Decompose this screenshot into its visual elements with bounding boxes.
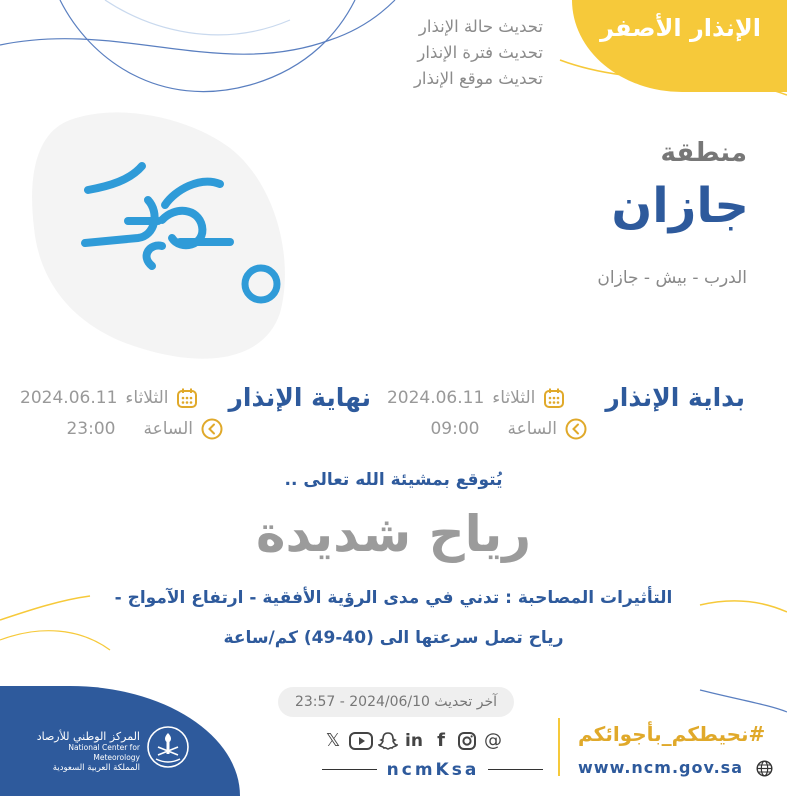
update-item: تحديث موقع الإنذار — [413, 69, 543, 88]
warning-start-time-label: الساعة — [507, 419, 557, 439]
hashtag: #نحيطكم_بأجوائكم — [578, 722, 766, 746]
ncm-org-text — [36, 730, 140, 774]
calendar-icon — [176, 387, 198, 409]
footer-separator — [558, 718, 560, 776]
clock-icon — [565, 418, 587, 440]
linkedin-icon[interactable]: in — [405, 730, 423, 751]
warning-end-time-row — [66, 418, 223, 440]
warning-start-time-row — [430, 418, 587, 440]
instagram-icon[interactable] — [457, 731, 477, 751]
country-name-ar: المملكة العربية السعودية — [52, 763, 140, 773]
warning-start-day: الثلاثاء — [492, 387, 536, 408]
warning-level-title: الإنذار الأصفر — [600, 14, 761, 42]
warning-end-time: 23:00 — [66, 419, 116, 439]
update-types-list — [414, 14, 543, 92]
warning-start-date: 2024.06.11 — [386, 387, 485, 408]
warning-start-title: بداية الإنذار — [605, 383, 745, 412]
warning-level-badge — [572, 0, 787, 92]
warning-end-day: الثلاثاء — [125, 387, 169, 408]
region-label: منطقة — [660, 138, 747, 168]
warning-end-time-label: الساعة — [143, 419, 193, 439]
calendar-icon — [543, 387, 565, 409]
youtube-icon[interactable] — [349, 732, 373, 750]
social-handle[interactable]: ncmKsa — [386, 760, 480, 780]
forecast-effects-line2: رياح تصل سرعتها الى (40-49) كم/ساعة — [223, 628, 564, 648]
website-link[interactable]: www.ncm.gov.sa — [578, 758, 743, 777]
warning-start-time: 09:00 — [430, 419, 480, 439]
org-name-en: National Center for Meteorology — [68, 743, 140, 762]
org-name-ar: المركز الوطني للأرصاد — [36, 730, 140, 743]
last-update-badge: آخر تحديث 2024/06/10 - 23:57 — [278, 687, 514, 717]
clock-icon — [201, 418, 223, 440]
warning-end-date: 2024.06.11 — [20, 387, 118, 408]
forecast-intro: يُتوقع بمشيئة الله تعالى .. — [284, 470, 503, 490]
ncm-logo-icon — [146, 725, 190, 769]
threads-icon[interactable]: @ — [484, 730, 502, 751]
globe-icon — [756, 760, 773, 777]
facebook-icon[interactable]: f — [437, 730, 445, 751]
snapchat-icon[interactable] — [378, 731, 398, 751]
update-item: تحديث حالة الإنذار — [418, 17, 543, 36]
warning-end-block — [20, 383, 371, 412]
region-subareas: الدرب - بيش - جازان — [597, 268, 747, 288]
x-icon[interactable]: 𝕏 — [325, 730, 341, 751]
warning-end-title: نهاية الإنذار — [228, 383, 371, 412]
warning-start-block — [387, 383, 745, 412]
region-name: جازان — [611, 178, 749, 234]
social-icons — [322, 730, 504, 751]
update-item: تحديث فترة الإنذار — [417, 43, 543, 62]
forecast-phenomenon: رياح شديدة — [256, 505, 531, 563]
weather-icon-panel — [30, 108, 288, 363]
forecast-effects-line1: التأثيرات المصاحبة : تدني في مدى الرؤية الأفقية - ارتفاع الآمواج - — [114, 588, 673, 608]
